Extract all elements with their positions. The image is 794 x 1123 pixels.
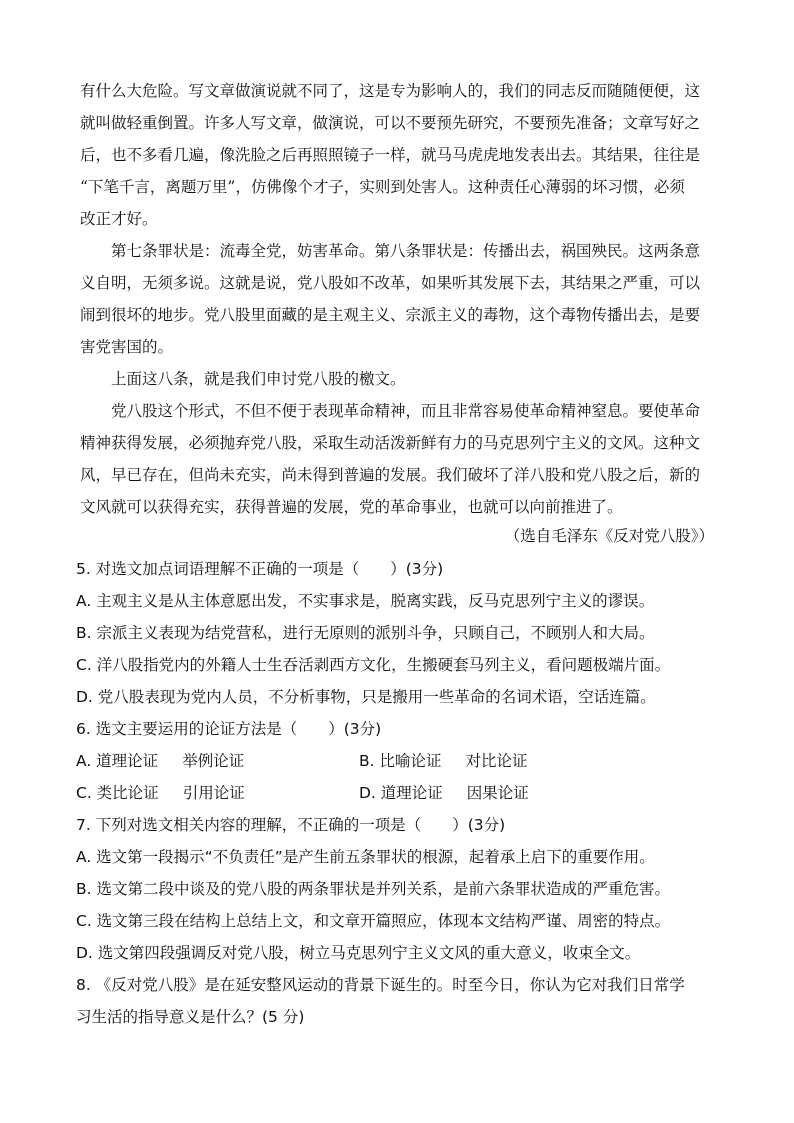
question-8-stem-line-2: 习生活的指导意义是什么？(5 分) xyxy=(76,1008,305,1026)
passage-paragraph-1 xyxy=(80,75,716,235)
passage-line: 害党害国的。 xyxy=(80,338,174,356)
question-7-option-a[interactable]: A. 选文第一段揭示“不负责任”是产生前五条罪状的根源，起着承上启下的重要作用。 xyxy=(76,848,655,866)
passage-line: 第七条罪状是：流毒全党，妨害革命。第八条罪状是：传播出去，祸国殃民。这两条意 xyxy=(111,242,701,260)
question-6-option-b[interactable] xyxy=(359,745,528,777)
passage-line: 闹到很坏的地步。党八股里面藏的是主观主义、宗派主义的毒物，这个毒物传播出去，是要 xyxy=(80,306,701,324)
question-5-option-b[interactable]: B. 宗派主义表现为结党营私，进行无原则的派别斗争，只顾自己，不顾别人和大局。 xyxy=(76,624,655,642)
passage-paragraph-2 xyxy=(80,235,716,363)
passage-line: 党八股这个形式，不但不便于表现革命精神，而且非常容易使革命精神窒息。要使革命 xyxy=(111,402,701,420)
passage-line: 改正才好。 xyxy=(80,210,158,228)
passage-line: 文风就可以获得充实，获得普遍的发展，党的革命事业，也就可以向前推进了。 xyxy=(80,498,623,516)
option-label: B. 比喻论证 xyxy=(359,752,442,770)
passage-line: 后，也不多看几遍，像洗脸之后再照照镜子一样，就马马虎虎地发表出去。其结果，往往是 xyxy=(80,146,701,164)
question-7-stem: 7. 下列对选文相关内容的理解，不正确的一项是（ ）(3分) xyxy=(76,816,506,834)
question-5-option-d[interactable]: D. 党八股表现为党内人员，不分析事物，只是搬用一些革命的名词术语，空话连篇。 xyxy=(76,688,656,706)
question-7-option-d[interactable]: D. 选文第四段强调反对党八股，树立马克思列宁主义文风的重大意义，收束全文。 xyxy=(76,944,641,962)
passage-paragraph-4 xyxy=(80,395,716,523)
passage-line: 义自明，无须多说。这就是说，党八股如不改革，如果听其发展下去，其结果之严重，可以 xyxy=(80,274,701,292)
question-7-option-b[interactable]: B. 选文第二段中谈及的党八股的两条罪状是并列关系，是前六条罪状造成的严重危害。 xyxy=(76,880,670,898)
passage-line: 精神获得发展，必须抛弃党八股，采取生动活泼新鲜有力的马克思列宁主义的文风。这种文 xyxy=(80,434,701,452)
option-text: 对比论证 xyxy=(465,752,528,770)
question-6-stem: 6. 选文主要运用的论证方法是（ ）(3分) xyxy=(76,720,382,738)
passage-line: 有什么大危险。写文章做演说就不同了，这是专为影响人的，我们的同志反而随随便便，这 xyxy=(80,82,701,100)
passage-line: “下笔千言，离题万里”，仿佛像个才子，实则到处害人。这种责任心薄弱的坏习惯，必须 xyxy=(80,178,685,196)
source-attribution: （选自毛泽东《反对党八股》） xyxy=(504,527,714,545)
option-text: 举例论证 xyxy=(182,752,245,770)
question-7-option-c[interactable]: C. 选文第三段在结构上总结上文，和文章开篇照应，体现本文结构严谨、周密的特点。 xyxy=(76,912,671,930)
question-5-option-c[interactable]: C. 洋八股指党内的外籍人士生吞活剥西方文化，生搬硬套马列主义，看问题极端片面。 xyxy=(76,656,671,674)
passage-line: 就叫做轻重倒置。许多人写文章，做演说，可以不要预先研究，不要预先准备；文章写好之 xyxy=(80,114,701,132)
option-label: C. 类比论证 xyxy=(76,784,159,802)
passage-paragraph-3 xyxy=(80,363,716,395)
passage-line: 上面这八条，就是我们申讨党八股的檄文。 xyxy=(111,370,406,388)
question-8-stem-line-1: 8. 《反对党八股》是在延安整风运动的背景下诞生的。时至今日，你认为它对我们日常学 xyxy=(76,976,685,994)
question-6-option-c[interactable] xyxy=(76,777,245,809)
question-5-option-a[interactable]: A. 主观主义是从主体意愿出发，不实事求是，脱离实践，反马克思列宁主义的谬误。 xyxy=(76,592,655,610)
question-6-option-d[interactable] xyxy=(359,777,529,809)
option-text: 因果论证 xyxy=(466,784,529,802)
option-text: 引用论证 xyxy=(182,784,245,802)
option-label: D. 道理论证 xyxy=(359,784,443,802)
question-5-stem: 5. 对选文加点词语理解不正确的一项是（ ）(3分) xyxy=(76,560,444,578)
passage-line: 风，早已存在，但尚未充实，尚未得到普遍的发展。我们破坏了洋八股和党八股之后，新的 xyxy=(80,466,701,484)
option-label: A. 道理论证 xyxy=(76,752,159,770)
question-6-option-a[interactable] xyxy=(76,745,244,777)
